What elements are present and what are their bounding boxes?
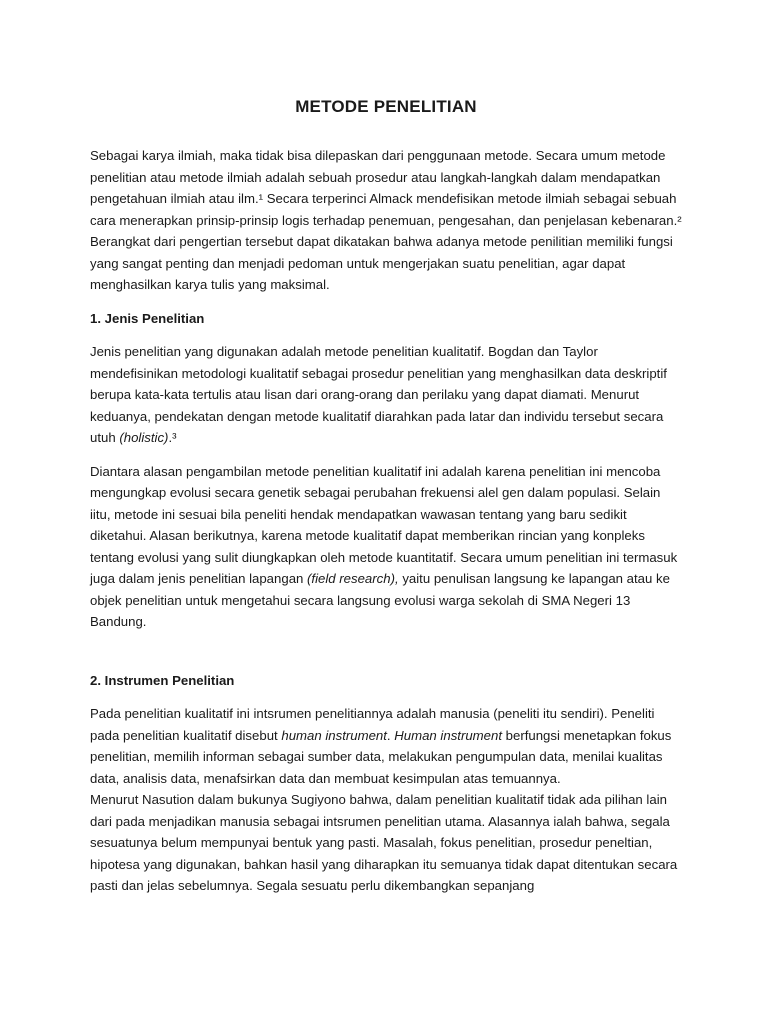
intro-text-2: Secara terperinci Almack mendefisikan metode ilmiah sebagai sebuah cara menerapkan prinsip-prinsip logis terhadap penemuan, pengesahan, dan penjelasan kebenaran. xyxy=(90,191,678,228)
jenis-penelitian-paragraph-1 xyxy=(90,341,682,449)
paragraph-text: berfungsi menetapkan fokus penelitian, memilih informan sebagai sumber data, melakukan pengumpulan data, menilai kualitas data, analisis data, menafsirkan data dan membuat kesimpulan atas temuannya. xyxy=(90,727,672,786)
italic-term: (field research), xyxy=(307,571,399,586)
section-heading-jenis-penelitian: 1. Jenis Penelitian xyxy=(90,310,205,326)
jenis-penelitian-paragraph-2 xyxy=(90,461,682,633)
section-heading-instrumen-penelitian: 2. Instrumen Penelitian xyxy=(90,672,235,688)
paragraph-text: Diantara alasan pengambilan metode penelitian kualitatif ini adalah karena penelitian ini mencoba mengungkap evolusi secara genetik sebagai perubahan frekuensi alel gen dalam populasi. Selain iitu, metode ini sesuai bila peneliti hendak mendapatkan wawasan tentang yang baru sedikit diketahui. Alasan berikutnya, karena metode kualitatif dapat memberikan rincian yang konpleks tentang evolusi yang sulit diungkapkan oleh metode kuantitatif. Secara umum penelitian ini termasuk juga dalam jenis penelitian lapangan xyxy=(90,463,678,586)
document-title: METODE PENELITIAN xyxy=(295,97,477,116)
paragraph-text: Jenis penelitian yang digunakan adalah metode penelitian kualitatif. Bogdan dan Taylor mendefisinikan metodologi kualitatif sebagai prosedur penelitian yang menghasilkan data deskriptif berupa kata-kata tertulis atau lisan dari orang-orang dan perilaku yang dapat diamati. Menurut keduanya, pendekatan dengan metode kualitatif diarahkan pada latar dan individu tersebut secara utuh xyxy=(90,344,667,445)
intro-text-1: Sebagai karya ilmiah, maka tidak bisa dilepaskan dari penggunaan metode. Secara umum metode penelitian atau metode ilmiah adalah sebuah prosedur atau langkah-langkah dalam mendapatkan pengetahuan ilmiah atau ilm. xyxy=(90,148,666,206)
footnote-marker-2: ² xyxy=(677,212,682,228)
italic-term: Human instrument xyxy=(394,727,502,743)
paragraph-text: .³ xyxy=(168,430,177,445)
intro-paragraph xyxy=(90,145,682,296)
document-page xyxy=(90,96,682,897)
paragraph-text: yaitu penulisan langsung ke lapangan atau ke objek penelitian untuk mengetahui secara langsung evolusi warga sekolah di SMA Negeri 13 Bandung. xyxy=(90,571,670,629)
italic-term: (holistic) xyxy=(119,430,169,445)
paragraph-text: . xyxy=(386,727,395,743)
footnote-marker-1: ¹ xyxy=(258,191,264,206)
paragraph-text: Pada penelitian kualitatif ini intsrumen penelitiannya adalah manusia (peneliti itu sendiri). Peneliti pada penelitian kualitatif disebut xyxy=(90,706,655,743)
instrumen-paragraph-2: Menurut Nasution dalam bukunya Sugiyono bahwa, dalam penelitian kualitatif tidak ada pilihan lain dari pada menjadikan manusia sebagai intsrumen penelitian utama. Alasannya ialah bahwa, segala sesuatunya belum mempunyai bentuk yang pasti. Masalah, fokus penelitian, prosedur peneltian, hipotesa yang digunakan, bahkan hasil yang diharapkan itu semuanya tidak dapat ditentukan secara pasti dan jelas sebelumnya. Segala sesuatu perlu dikembangkan sepanjang xyxy=(90,792,678,893)
intro-text-3: Berangkat dari pengertian tersebut dapat dikatakan bahwa adanya metode penilitian memiliki fungsi yang sangat penting dan menjadi pedoman untuk mengerjakan suatu penelitian, agar dapat menghasilkan karya tulis yang maksimal. xyxy=(90,234,673,292)
italic-term: human instrument xyxy=(281,727,387,743)
instrumen-paragraph-1 xyxy=(90,703,682,789)
